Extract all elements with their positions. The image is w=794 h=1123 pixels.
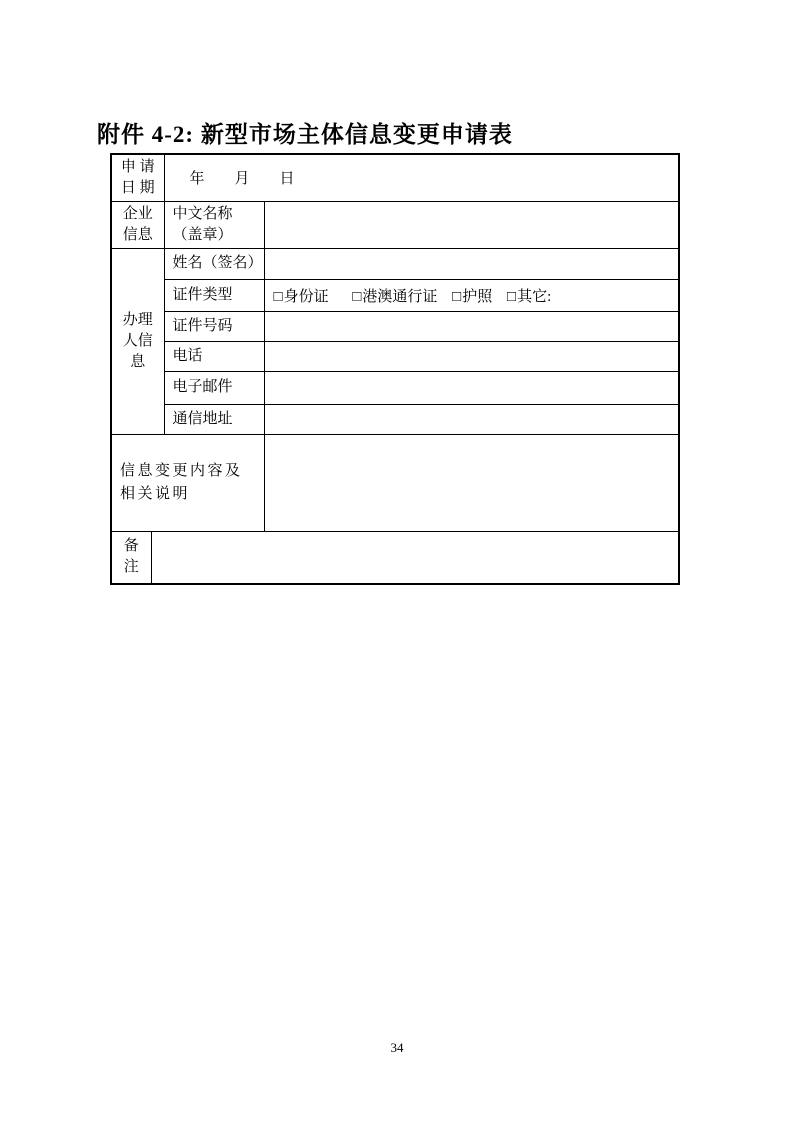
checkbox-label: 身份证 xyxy=(283,288,329,305)
email-value[interactable] xyxy=(264,371,679,404)
checkbox-other[interactable] xyxy=(507,289,551,305)
application-date-value[interactable]: 年 月 日 xyxy=(164,154,679,201)
remarks-label xyxy=(111,531,151,584)
checkbox-label: 护照 xyxy=(462,288,493,305)
label-line: 企业 xyxy=(122,205,153,222)
label-line: 中文名称 xyxy=(172,205,233,222)
cert-number-value[interactable] xyxy=(264,311,679,341)
label-line: 注 xyxy=(123,559,139,576)
checkbox-icon: □ xyxy=(273,288,283,305)
cert-number-label: 证件号码 xyxy=(164,311,264,341)
document-title: 附件 4-2: 新型市场主体信息变更申请表 xyxy=(97,122,513,147)
remarks-value[interactable] xyxy=(151,531,679,584)
row-enterprise-info xyxy=(111,201,679,248)
row-phone xyxy=(111,341,679,371)
application-date-label xyxy=(111,154,164,201)
application-form-table xyxy=(110,153,680,585)
row-application-date xyxy=(111,154,679,201)
row-email xyxy=(111,371,679,404)
label-line: 备 xyxy=(123,538,139,555)
change-info-label: 信息变更内容及相关说明 xyxy=(111,434,264,531)
label-line: 息 xyxy=(130,353,146,370)
row-mailing-address xyxy=(111,404,679,434)
cert-type-options xyxy=(264,279,679,311)
name-signature-label: 姓名（签名） xyxy=(164,248,264,279)
mailing-address-label: 通信地址 xyxy=(164,404,264,434)
chinese-name-label xyxy=(164,201,264,248)
row-change-info xyxy=(111,434,679,531)
label-line: 人信 xyxy=(122,332,153,349)
label-line: 日 期 xyxy=(120,179,155,196)
page-number: 34 xyxy=(390,1040,404,1055)
label-line: 信息 xyxy=(122,226,153,243)
phone-value[interactable] xyxy=(264,341,679,371)
row-name-signature xyxy=(111,248,679,279)
checkbox-icon: □ xyxy=(452,288,462,305)
cert-type-label: 证件类型 xyxy=(164,279,264,311)
handler-info-section-label xyxy=(111,248,164,434)
enterprise-info-section-label xyxy=(111,201,164,248)
checkbox-label: 其它: xyxy=(517,288,552,305)
name-signature-value[interactable] xyxy=(264,248,679,279)
phone-label: 电话 xyxy=(164,341,264,371)
checkbox-icon: □ xyxy=(352,288,362,305)
email-label: 电子邮件 xyxy=(164,371,264,404)
checkbox-label: 港澳通行证 xyxy=(362,288,438,305)
row-remarks xyxy=(111,531,679,584)
chinese-name-value[interactable] xyxy=(264,201,679,248)
row-cert-type xyxy=(111,279,679,311)
checkbox-id-card[interactable] xyxy=(274,289,329,305)
checkbox-icon: □ xyxy=(507,288,517,305)
change-info-value[interactable] xyxy=(264,434,679,531)
checkbox-hk-macau-permit[interactable] xyxy=(352,289,437,305)
label-line: 办理 xyxy=(122,311,153,328)
label-line: （盖章） xyxy=(172,226,233,243)
row-cert-number xyxy=(111,311,679,341)
label-line: 申 请 xyxy=(120,158,155,175)
mailing-address-value[interactable] xyxy=(264,404,679,434)
checkbox-passport[interactable] xyxy=(452,289,492,305)
